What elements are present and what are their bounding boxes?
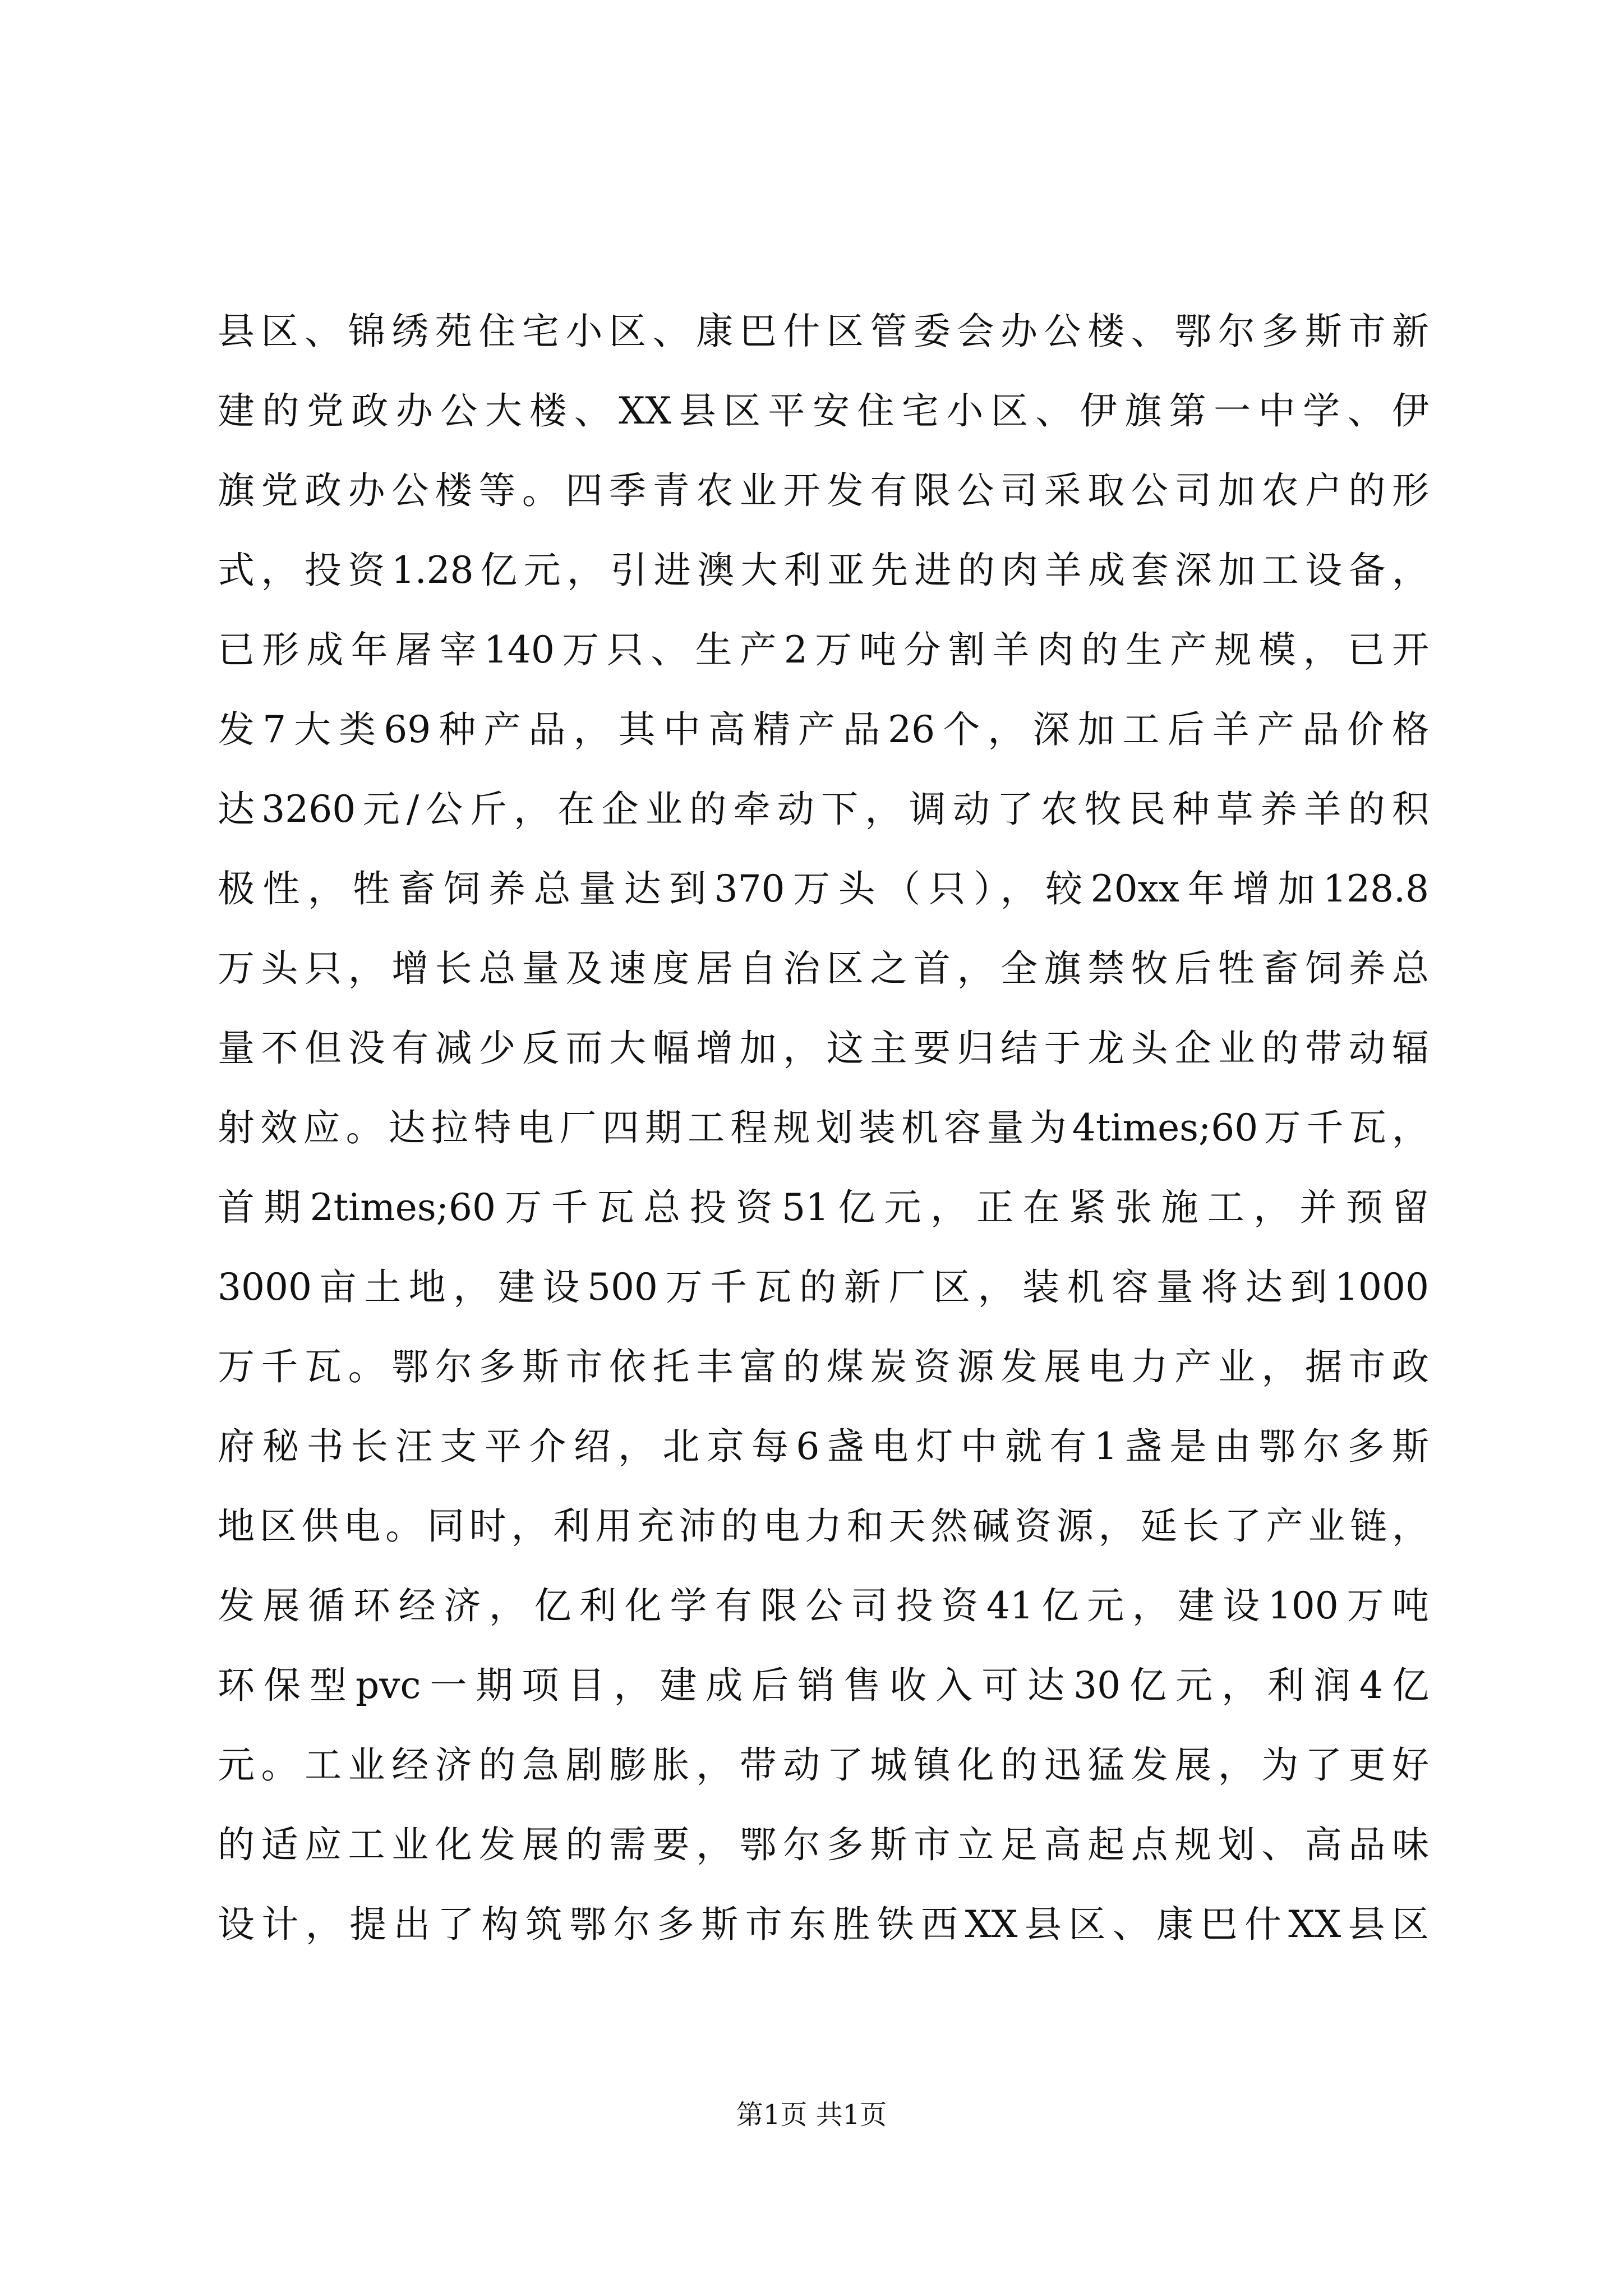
page-footer [0, 2098, 1623, 2132]
text-line: 发7大类69种产品，其中高精产品26个，深加工后羊产品价格 [218, 708, 1429, 751]
text-line: 的适应工业化发展的需要，鄂尔多斯市立足高起点规划、高品味 [218, 1823, 1429, 1866]
text-line: 万头只，增长总量及速度居自治区之首，全旗禁牧后牲畜饲养总 [218, 947, 1429, 990]
body-paragraph [218, 292, 1429, 1964]
text-line: 式，投资1.28亿元，引进澳大利亚先进的肉羊成套深加工设备， [218, 549, 1429, 592]
text-line: 已形成年屠宰140万只、生产2万吨分割羊肉的生产规模，已开 [218, 628, 1429, 671]
text-line: 府秘书长汪支平介绍，北京每6盏电灯中就有1盏是由鄂尔多斯 [218, 1425, 1429, 1468]
text-line: 地区供电。同时，利用充沛的电力和天然碱资源，延长了产业链， [218, 1504, 1429, 1548]
text-line: 3000亩土地，建设500万千瓦的新厂区，装机容量将达到1000 [218, 1266, 1429, 1309]
text-line: 首期2times;60万千瓦总投资51亿元，正在紧张施工，并预留 [218, 1186, 1429, 1229]
text-line: 量不但没有减少反而大幅增加，这主要归结于龙头企业的带动辐 [218, 1027, 1429, 1070]
text-line: 旗党政办公楼等。四季青农业开发有限公司采取公司加农户的形 [218, 469, 1429, 512]
text-line: 环保型pvc一期项目，建成后销售收入可达30亿元，利润4亿 [218, 1664, 1429, 1707]
text-line: 建的党政办公大楼、XX县区平安住宅小区、伊旗第一中学、伊 [218, 389, 1429, 432]
text-line: 万千瓦。鄂尔多斯市依托丰富的煤炭资源发展电力产业，据市政 [218, 1345, 1429, 1388]
text-line: 发展循环经济，亿利化学有限公司投资41亿元，建设100万吨 [218, 1584, 1429, 1627]
text-line: 元。工业经济的急剧膨胀，带动了城镇化的迅猛发展，为了更好 [218, 1743, 1429, 1787]
text-line: 设计，提出了构筑鄂尔多斯市东胜铁西XX县区、康巴什XX县区 [218, 1903, 1429, 1946]
text-line: 县区、锦绣苑住宅小区、康巴什区管委会办公楼、鄂尔多斯市新 [218, 310, 1429, 353]
page-number-label: 第1页 共1页 [736, 2099, 887, 2131]
text-line: 射效应。达拉特电厂四期工程规划装机容量为4times;60万千瓦， [218, 1106, 1429, 1149]
text-line: 达3260元/公斤，在企业的牵动下，调动了农牧民种草养羊的积 [218, 788, 1429, 831]
text-line: 极性，牲畜饲养总量达到370万头（只），较20xx年增加128.8 [218, 867, 1429, 910]
